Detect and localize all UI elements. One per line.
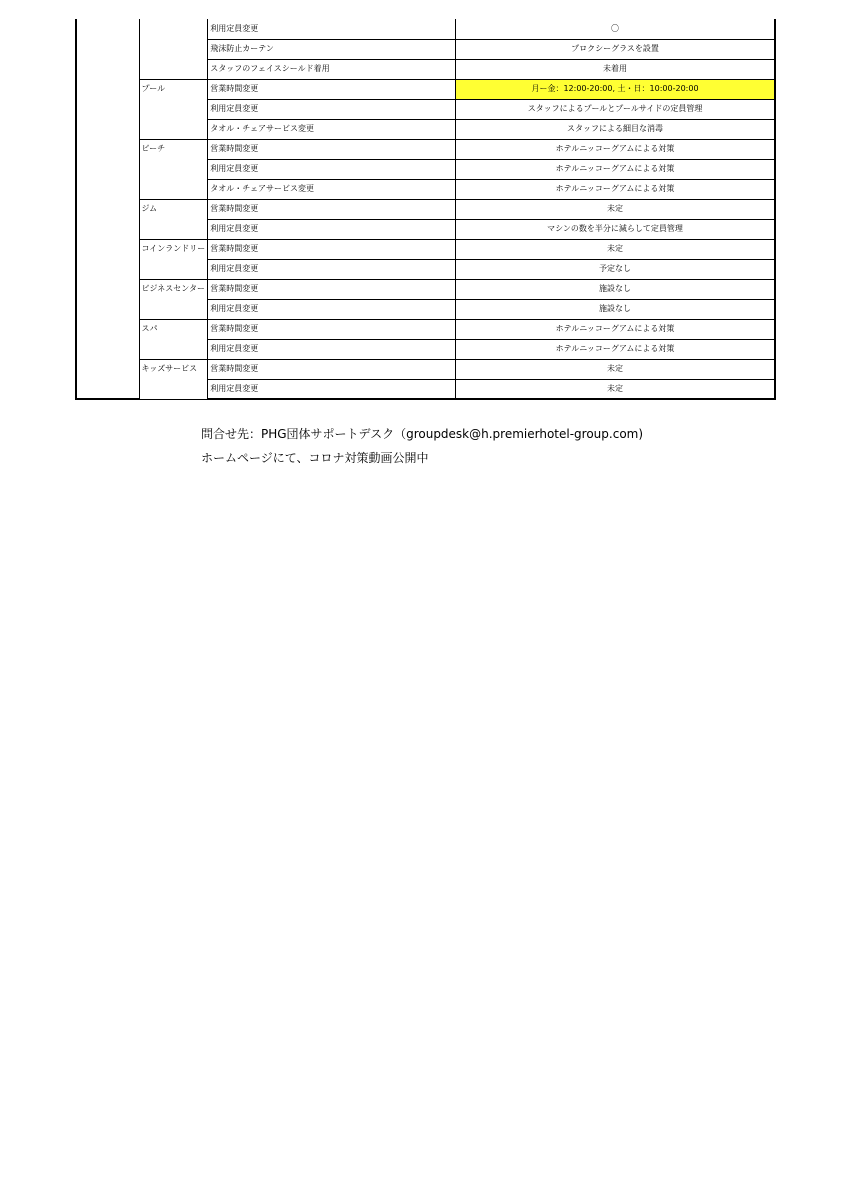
item-cell: 営業時間変更 xyxy=(208,319,456,339)
value-cell: ホテルニッコーグアムによる対策 xyxy=(456,159,775,179)
item-cell: 営業時間変更 xyxy=(208,139,456,159)
facility-cell: プール xyxy=(139,79,208,139)
item-cell: 利用定員変更 xyxy=(208,99,456,119)
item-cell: 営業時間変更 xyxy=(208,199,456,219)
facility-measures-table xyxy=(75,19,776,400)
item-cell: スタッフのフェイスシールド着用 xyxy=(208,59,456,79)
value-cell: 〇 xyxy=(456,19,775,39)
value-cell: スタッフによる細目な消毒 xyxy=(456,119,775,139)
value-cell: ホテルニッコーグアムによる対策 xyxy=(456,179,775,199)
facility-cell: スパ xyxy=(139,319,208,359)
table-row xyxy=(76,139,775,159)
item-cell: 利用定員変更 xyxy=(208,339,456,359)
item-cell: 営業時間変更 xyxy=(208,279,456,299)
facility-cell: ビジネスセンター xyxy=(139,279,208,319)
blank-column xyxy=(76,19,139,399)
value-cell-highlighted: 月ー金：12:00-20:00, 土・日：10:00-20:00 xyxy=(456,79,775,99)
item-cell: 利用定員変更 xyxy=(208,19,456,39)
table-row xyxy=(76,319,775,339)
value-cell: 未着用 xyxy=(456,59,775,79)
table-row xyxy=(76,199,775,219)
item-cell: 飛沫防止カーテン xyxy=(208,39,456,59)
video-note: ホームページにて、コロナ対策動画公開中 xyxy=(201,451,429,465)
item-cell: タオル・チェアサービス変更 xyxy=(208,119,456,139)
value-cell: ホテルニッコーグアムによる対策 xyxy=(456,339,775,359)
value-cell: 未定 xyxy=(456,199,775,219)
table-row xyxy=(76,79,775,99)
value-cell: 施設なし xyxy=(456,279,775,299)
item-cell: 利用定員変更 xyxy=(208,379,456,399)
item-cell: 営業時間変更 xyxy=(208,239,456,259)
facility-cell: コインランドリー xyxy=(139,239,208,279)
value-cell: マシンの数を半分に減らして定員管理 xyxy=(456,219,775,239)
contact-note: 問合せ先：PHG団体サポートデスク（groupdesk@h.premierhotel-group.com) xyxy=(201,427,644,441)
facility-cell xyxy=(139,19,208,79)
item-cell: 利用定員変更 xyxy=(208,259,456,279)
item-cell: 利用定員変更 xyxy=(208,219,456,239)
item-cell: 利用定員変更 xyxy=(208,299,456,319)
value-cell: 未定 xyxy=(456,379,775,399)
value-cell: ホテルニッコーグアムによる対策 xyxy=(456,319,775,339)
value-cell: 未定 xyxy=(456,359,775,379)
item-cell: タオル・チェアサービス変更 xyxy=(208,179,456,199)
value-cell: プロクシーグラスを設置 xyxy=(456,39,775,59)
table-row xyxy=(76,19,775,39)
value-cell: 未定 xyxy=(456,239,775,259)
item-cell: 利用定員変更 xyxy=(208,159,456,179)
facility-cell: ビーチ xyxy=(139,139,208,199)
value-cell: ホテルニッコーグアムによる対策 xyxy=(456,139,775,159)
item-cell: 営業時間変更 xyxy=(208,359,456,379)
item-cell: 営業時間変更 xyxy=(208,79,456,99)
value-cell: スタッフによるプールとプールサイドの定員管理 xyxy=(456,99,775,119)
table-row xyxy=(76,359,775,379)
table-row xyxy=(76,279,775,299)
facility-cell: キッズサービス xyxy=(139,359,208,399)
facility-cell: ジム xyxy=(139,199,208,239)
table-row xyxy=(76,239,775,259)
value-cell: 施設なし xyxy=(456,299,775,319)
value-cell: 予定なし xyxy=(456,259,775,279)
